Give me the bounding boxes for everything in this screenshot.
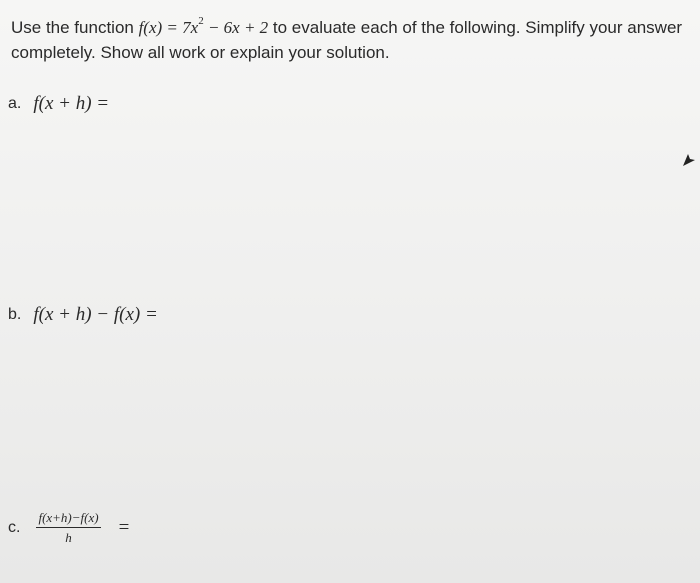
part-c-label: c. (8, 519, 21, 536)
instructions-intro: Use the function (11, 18, 139, 37)
part-a-expression: f(x + h) = (33, 93, 110, 114)
part-b (8, 304, 158, 326)
part-c-denominator: h (65, 530, 72, 545)
part-a-label: a. (8, 95, 22, 112)
part-c-numerator: f(x+h)−f(x) (36, 510, 100, 528)
part-a (8, 93, 109, 115)
part-b-expression: f(x + h) − f(x) = (33, 304, 158, 325)
function-expression: f(x) = 7x (138, 18, 199, 37)
instructions (11, 15, 691, 65)
part-b-label: b. (8, 306, 22, 323)
part-c-equals: = (118, 517, 130, 538)
part-c (8, 510, 129, 546)
function-exponent: 2 (198, 15, 204, 28)
function-expression-rest: − 6x + 2 (203, 18, 269, 37)
part-c-fraction (36, 510, 100, 546)
mouse-pointer-icon (682, 153, 696, 167)
instructions-body: to evaluate each of the following. Simplify your answer completely. Show all work or explain your solution. (11, 18, 683, 62)
